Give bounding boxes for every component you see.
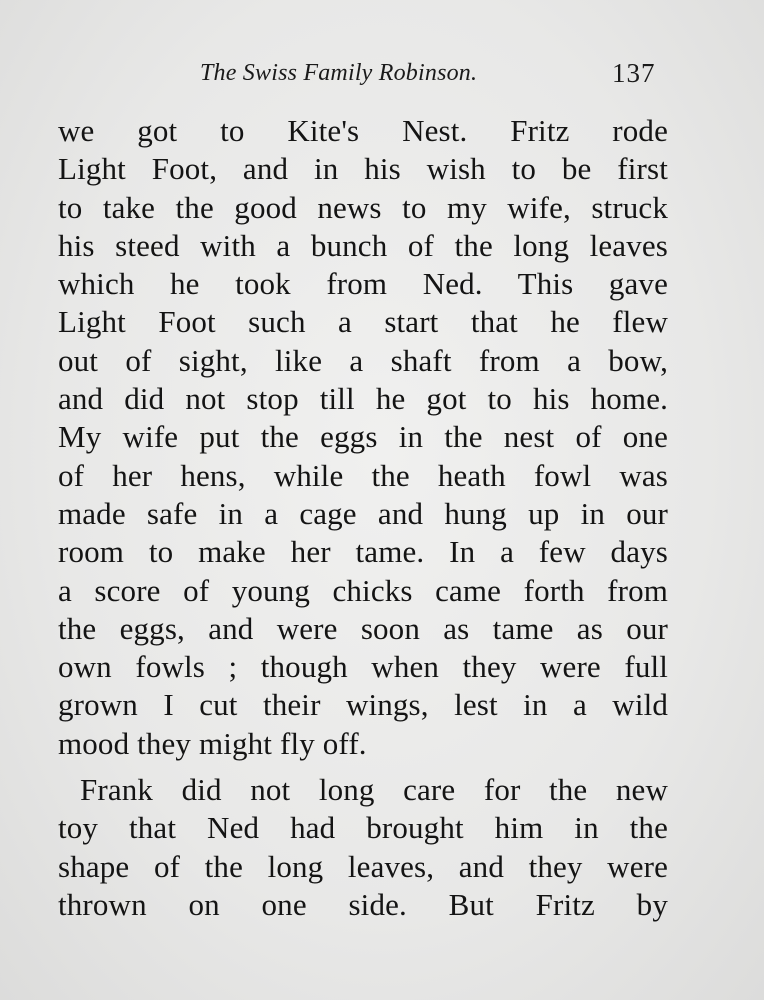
text-line: and did not stop till he got to his home. bbox=[58, 381, 668, 417]
text-line: own fowls ; though when they were full bbox=[58, 649, 668, 685]
text-line: his steed with a bunch of the long leaves bbox=[58, 227, 668, 263]
running-title: The Swiss Family Robinson. bbox=[200, 60, 478, 86]
body-text bbox=[58, 112, 668, 924]
text-line: which he took from Ned. This gave bbox=[58, 266, 668, 302]
text-line: grown I cut their wings, lest in a wild bbox=[58, 687, 668, 723]
text-line: to take the good news to my wife, struck bbox=[58, 189, 668, 225]
text-line: thrown on one side. But Fritz by bbox=[58, 886, 668, 922]
text-line: room to make her tame. In a few days bbox=[58, 534, 668, 570]
text-line: toy that Ned had brought him in the bbox=[58, 810, 668, 846]
text-line: My wife put the eggs in the nest of one bbox=[58, 419, 668, 455]
text-line: made safe in a cage and hung up in our bbox=[58, 495, 668, 531]
text-line: we got to Kite's Nest. Fritz rode bbox=[58, 113, 668, 148]
running-header bbox=[0, 56, 764, 90]
paragraph-1 bbox=[58, 112, 668, 763]
text-line: of her hens, while the heath fowl was bbox=[58, 457, 668, 493]
text-line: Frank did not long care for the new bbox=[80, 772, 668, 808]
text-line: out of sight, like a shaft from a bow, bbox=[58, 342, 668, 378]
text-line: a score of young chicks came forth from bbox=[58, 572, 668, 608]
text-line: Light Foot such a start that he flew bbox=[58, 304, 668, 340]
page-number: 137 bbox=[612, 58, 656, 88]
paragraph-gap bbox=[58, 763, 668, 771]
text-line: the eggs, and were soon as tame as our bbox=[58, 610, 668, 646]
text-line: Light Foot, and in his wish to be first bbox=[58, 151, 668, 187]
text-line: shape of the long leaves, and they were bbox=[58, 848, 668, 884]
paragraph-2 bbox=[58, 771, 668, 924]
text-line: mood they might fly off. bbox=[58, 725, 367, 761]
